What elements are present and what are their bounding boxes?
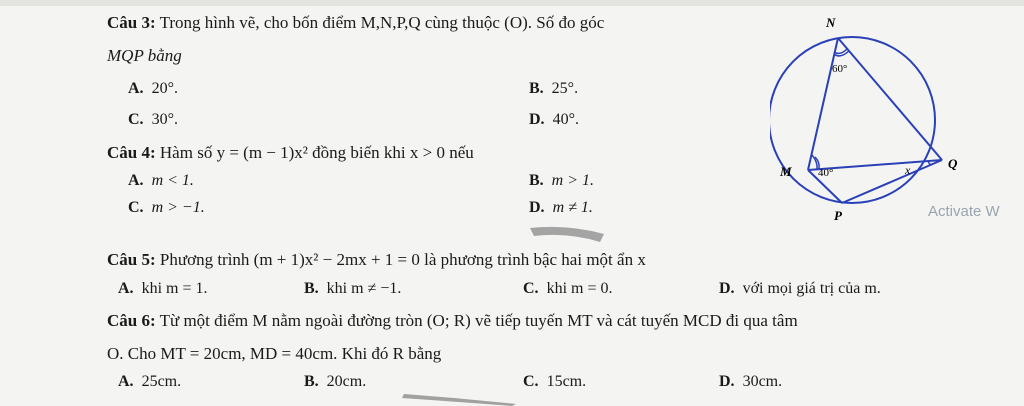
option-label: D. bbox=[529, 111, 545, 128]
q6-line1 bbox=[107, 311, 798, 331]
label-angle-x: x bbox=[905, 163, 911, 177]
label-q: Q bbox=[948, 156, 958, 171]
option-text: với mọi giá trị của m. bbox=[742, 280, 881, 297]
option-label: A. bbox=[128, 80, 144, 97]
option-label: C. bbox=[523, 280, 539, 297]
q5-stem: Phương trình (m + 1)x² − 2mx + 1 = 0 là phương trình bậc hai một ẩn x bbox=[159, 250, 646, 269]
option-label: D. bbox=[719, 280, 735, 297]
option-label: B. bbox=[529, 172, 544, 189]
scan-smudge-bottom bbox=[400, 392, 520, 406]
option-label: C. bbox=[523, 373, 539, 390]
option-text: m > 1. bbox=[551, 172, 595, 189]
option-label: D. bbox=[719, 373, 735, 390]
circle-o bbox=[770, 37, 935, 203]
q5-option-b bbox=[304, 280, 401, 298]
circle-figure bbox=[770, 10, 970, 225]
option-text: 30cm. bbox=[742, 373, 783, 390]
q4-label: Câu 4: bbox=[107, 143, 156, 162]
q3-option-b bbox=[529, 80, 578, 98]
q3-option-c bbox=[128, 111, 178, 129]
q3-stem-line1: Trong hình vẽ, cho bốn điểm M,N,P,Q cùng thuộc (O). Số đo góc bbox=[159, 13, 605, 32]
option-text: m ≠ 1. bbox=[552, 199, 593, 216]
q3-stem-line2: MQP bằng bbox=[107, 46, 182, 65]
segment-nq bbox=[838, 38, 942, 160]
q6-option-a bbox=[118, 373, 181, 391]
q5-label: Câu 5: bbox=[107, 250, 156, 269]
q3-line1 bbox=[107, 13, 604, 33]
q5-option-a bbox=[118, 280, 207, 298]
q6-option-b bbox=[304, 373, 366, 391]
q4-stem: Hàm số y = (m − 1)x² đồng biến khi x > 0 nếu bbox=[159, 143, 474, 162]
option-label: D. bbox=[529, 199, 545, 216]
option-text: 20°. bbox=[151, 80, 178, 97]
q6-stem-line2: O. Cho MT = 20cm, MD = 40cm. Khi đó R bằng bbox=[107, 344, 442, 363]
q6-line2 bbox=[107, 344, 441, 364]
option-label: B. bbox=[529, 80, 544, 97]
smudge-shape bbox=[530, 227, 604, 242]
q3-label: Câu 3: bbox=[107, 13, 156, 32]
top-edge bbox=[0, 0, 1024, 6]
option-text: m > −1. bbox=[151, 199, 205, 216]
option-text: 40°. bbox=[552, 111, 579, 128]
q3-line2 bbox=[107, 46, 182, 66]
segment-nm bbox=[808, 38, 838, 170]
label-m: M bbox=[780, 164, 792, 179]
q4-option-a bbox=[128, 172, 194, 190]
label-n: N bbox=[826, 15, 836, 30]
option-text: 25°. bbox=[551, 80, 579, 97]
label-p: P bbox=[834, 208, 842, 223]
angle-arc-m-2 bbox=[812, 155, 817, 170]
label-angle-n: 60° bbox=[832, 63, 848, 75]
option-text: khi m ≠ −1. bbox=[326, 280, 402, 297]
q4-option-d bbox=[529, 199, 593, 217]
q5-option-c bbox=[523, 280, 612, 298]
label-angle-m: 40° bbox=[818, 167, 834, 179]
option-text: m < 1. bbox=[151, 172, 194, 189]
q6-option-d bbox=[719, 373, 782, 391]
option-text: khi m = 0. bbox=[546, 280, 613, 297]
q4-line bbox=[107, 143, 474, 163]
option-label: B. bbox=[304, 373, 319, 390]
q5-option-d bbox=[719, 280, 881, 298]
q6-stem-line1: Từ một điểm M nằm ngoài đường tròn (O; R) vẽ tiếp tuyến MT và cát tuyến MCD đi qua tâm bbox=[159, 311, 798, 330]
option-text: 25cm. bbox=[141, 373, 182, 390]
option-text: khi m = 1. bbox=[141, 280, 208, 297]
q4-option-b bbox=[529, 172, 594, 190]
q3-option-a bbox=[128, 80, 178, 98]
option-label: A. bbox=[118, 280, 134, 297]
scan-smudge bbox=[528, 222, 608, 246]
q6-label: Câu 6: bbox=[107, 311, 156, 330]
q4-option-c bbox=[128, 199, 205, 217]
q6-option-c bbox=[523, 373, 586, 391]
option-label: B. bbox=[304, 280, 319, 297]
option-label: A. bbox=[128, 172, 144, 189]
q3-option-d bbox=[529, 111, 579, 129]
option-label: C. bbox=[128, 199, 144, 216]
option-label: C. bbox=[128, 111, 144, 128]
option-text: 30°. bbox=[151, 111, 178, 128]
option-label: A. bbox=[118, 373, 134, 390]
activate-windows-watermark: Activate W bbox=[928, 203, 1000, 220]
option-text: 20cm. bbox=[326, 373, 367, 390]
option-text: 15cm. bbox=[546, 373, 587, 390]
smudge-shape bbox=[402, 394, 516, 406]
q5-line bbox=[107, 250, 646, 270]
